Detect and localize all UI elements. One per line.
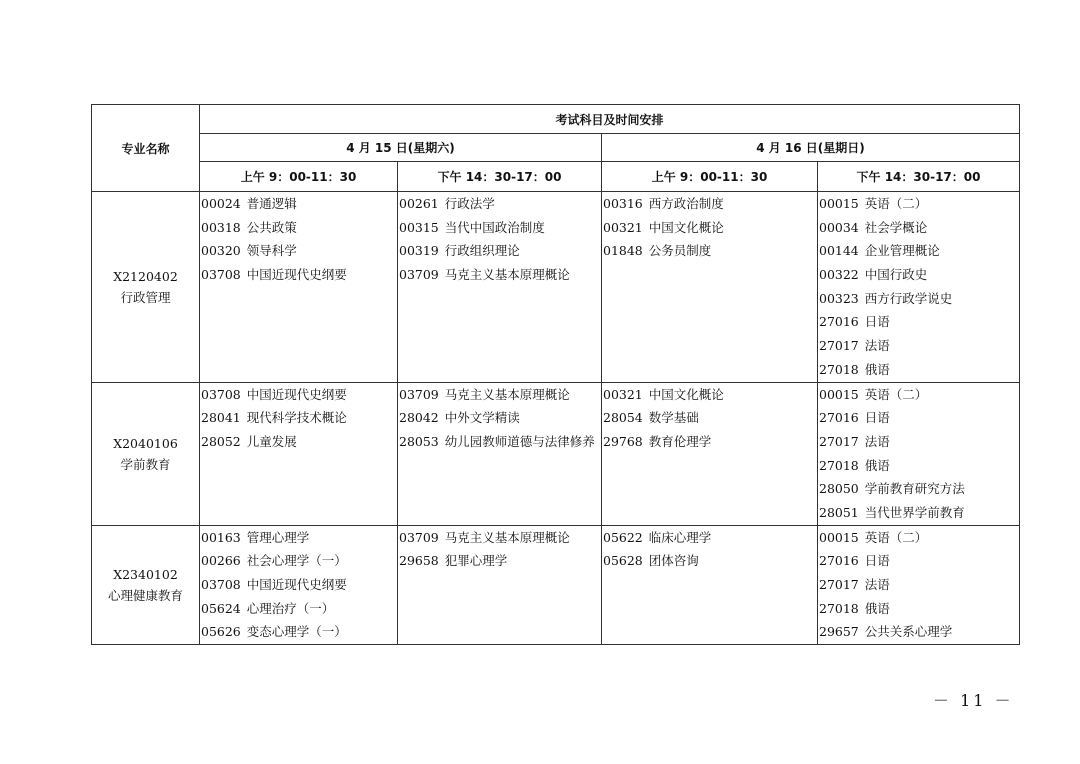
course-item [818, 216, 1019, 240]
major-row [92, 382, 1020, 525]
course-name: 法语 [864, 433, 890, 449]
header-row-sessions [92, 162, 1020, 192]
course-item [818, 526, 1019, 550]
course-item [200, 549, 397, 573]
course-name: 心理治疗（一） [246, 600, 335, 616]
course-name: 马克主义基本原理概论 [444, 529, 570, 545]
course-code: 03708 [201, 267, 241, 283]
course-name: 中国文化概论 [648, 386, 724, 402]
course-code: 00266 [201, 553, 241, 569]
course-code: 05628 [603, 553, 643, 569]
course-code: 29768 [603, 433, 643, 449]
course-item [602, 549, 817, 573]
course-code: 00015 [819, 529, 859, 545]
course-name: 管理心理学 [246, 529, 310, 545]
course-name: 俄语 [864, 457, 890, 473]
session-cell [398, 525, 602, 644]
course-item [200, 216, 397, 240]
major-cell [92, 382, 200, 525]
course-item [398, 549, 601, 573]
course-code: 28053 [399, 433, 439, 449]
course-item [398, 216, 601, 240]
course-name: 普通逻辑 [246, 196, 297, 211]
course-name: 西方政治制度 [648, 196, 724, 211]
course-item [602, 406, 817, 430]
course-name: 中国文化概论 [648, 219, 724, 235]
course-item [398, 526, 601, 550]
course-name: 日语 [864, 314, 890, 330]
course-code: 28052 [201, 433, 241, 449]
course-name: 马克主义基本原理概论 [444, 386, 570, 402]
session-cell [818, 382, 1020, 525]
course-name: 日语 [864, 410, 890, 426]
course-name: 企业管理概论 [864, 243, 940, 259]
course-code: 00316 [603, 196, 643, 211]
major-title: 学前教育 [120, 456, 171, 472]
course-code: 00261 [399, 196, 439, 211]
course-code: 28041 [201, 410, 241, 426]
session-cell [398, 382, 602, 525]
course-item [200, 406, 397, 430]
course-code: 00320 [201, 243, 241, 259]
course-name: 中国行政史 [864, 267, 928, 283]
course-code: 29658 [399, 553, 439, 569]
course-item [818, 287, 1019, 311]
course-code: 03708 [201, 386, 241, 402]
course-item [602, 430, 817, 454]
course-code: 28042 [399, 410, 439, 426]
course-code: 28051 [819, 504, 859, 520]
course-code: 27016 [819, 314, 859, 330]
course-code: 27017 [819, 433, 859, 449]
course-code: 00034 [819, 219, 859, 235]
course-code: 00144 [819, 243, 859, 259]
course-item [818, 573, 1019, 597]
course-item [818, 406, 1019, 430]
course-name: 中国近现代史纲要 [246, 577, 347, 592]
course-name: 公共政策 [246, 219, 297, 235]
course-item [818, 334, 1019, 358]
course-name: 当代世界学前教育 [864, 504, 965, 520]
course-code: 29657 [819, 624, 859, 640]
course-name: 学前教育研究方法 [864, 481, 965, 497]
course-code: 05622 [603, 529, 643, 545]
course-code: 27017 [819, 577, 859, 592]
course-name: 日语 [864, 553, 890, 569]
course-name: 社会学概论 [864, 219, 928, 235]
course-name: 现代科学技术概论 [246, 410, 347, 426]
course-code: 27018 [819, 457, 859, 473]
course-code: 28050 [819, 481, 859, 497]
course-item [818, 454, 1019, 478]
course-item [602, 192, 817, 216]
major-code: X2340102 [113, 566, 178, 582]
course-code: 05624 [201, 600, 241, 616]
course-code: 00015 [819, 386, 859, 402]
exam-schedule-table [91, 104, 1020, 645]
major-rows [92, 192, 1020, 645]
course-item [602, 216, 817, 240]
session-cell [602, 525, 818, 644]
course-item [818, 310, 1019, 334]
course-item [200, 573, 397, 597]
course-name: 儿童发展 [246, 433, 297, 449]
date-header-2: 4 月 16 日(星期日) [602, 134, 1020, 162]
course-code: 27017 [819, 338, 859, 354]
session-cell [818, 192, 1020, 383]
course-item [398, 430, 601, 454]
course-item [818, 501, 1019, 525]
course-item [200, 239, 397, 263]
schedule-title-header: 考试科目及时间安排 [200, 105, 1020, 134]
course-item [398, 383, 601, 407]
course-code: 00318 [201, 219, 241, 235]
course-name: 中国近现代史纲要 [246, 386, 347, 402]
course-code: 27018 [819, 600, 859, 616]
course-code: 28054 [603, 410, 643, 426]
course-name: 临床心理学 [648, 529, 712, 545]
session-header-4: 下午 14：30-17：00 [818, 162, 1020, 192]
major-row [92, 192, 1020, 383]
course-name: 英语（二） [864, 196, 928, 211]
session-cell [200, 192, 398, 383]
header-row-dates [92, 134, 1020, 162]
course-name: 公务员制度 [648, 243, 712, 259]
major-title: 心理健康教育 [107, 587, 183, 603]
course-item [818, 192, 1019, 216]
course-item [398, 192, 601, 216]
session-cell [398, 192, 602, 383]
course-name: 领导科学 [246, 243, 297, 259]
course-name: 行政法学 [444, 196, 495, 211]
major-code: X2040106 [113, 435, 178, 451]
course-item [398, 239, 601, 263]
course-code: 00322 [819, 267, 859, 283]
course-code: 27016 [819, 410, 859, 426]
course-name: 教育伦理学 [648, 433, 712, 449]
major-name-header: 专业名称 [92, 105, 200, 192]
course-name: 犯罪心理学 [444, 553, 508, 569]
course-item [398, 406, 601, 430]
course-code: 00015 [819, 196, 859, 211]
major-title: 行政管理 [120, 289, 171, 305]
course-code: 00163 [201, 529, 241, 545]
course-item [818, 549, 1019, 573]
course-item [200, 526, 397, 550]
course-code: 00323 [819, 290, 859, 306]
course-code: 03709 [399, 529, 439, 545]
course-name: 马克主义基本原理概论 [444, 267, 570, 283]
course-item [818, 239, 1019, 263]
course-item [818, 597, 1019, 621]
date-header-1: 4 月 15 日(星期六) [200, 134, 602, 162]
course-name: 数学基础 [648, 410, 699, 426]
course-code: 01848 [603, 243, 643, 259]
session-cell [602, 192, 818, 383]
course-item [200, 263, 397, 287]
course-name: 法语 [864, 577, 890, 592]
header-row-title [92, 105, 1020, 134]
session-cell [602, 382, 818, 525]
major-code: X2120402 [113, 268, 178, 284]
course-name: 中国近现代史纲要 [246, 267, 347, 283]
course-code: 00024 [201, 196, 241, 211]
course-item [200, 597, 397, 621]
session-header-3: 上午 9：00-11：30 [602, 162, 818, 192]
course-item [818, 383, 1019, 407]
course-name: 西方行政学说史 [864, 290, 953, 306]
course-name: 社会心理学（一） [246, 553, 347, 569]
course-name: 公共关系心理学 [864, 624, 953, 640]
course-name: 俄语 [864, 361, 890, 377]
course-name: 中外文学精读 [444, 410, 520, 426]
course-item [200, 430, 397, 454]
course-code: 00315 [399, 219, 439, 235]
course-code: 03709 [399, 267, 439, 283]
course-item [602, 526, 817, 550]
course-code: 27018 [819, 361, 859, 377]
course-name: 英语（二） [864, 386, 928, 402]
course-item [602, 239, 817, 263]
course-item [200, 192, 397, 216]
course-item [818, 358, 1019, 382]
page-number: － 11 － [933, 691, 1014, 710]
course-name: 俄语 [864, 600, 890, 616]
course-name: 当代中国政治制度 [444, 219, 545, 235]
course-name: 行政组织理论 [444, 243, 520, 259]
course-code: 27016 [819, 553, 859, 569]
course-item [200, 383, 397, 407]
course-name: 英语（二） [864, 529, 928, 545]
course-name: 幼儿园教师道德与法律修养 [444, 433, 595, 449]
session-header-1: 上午 9：00-11：30 [200, 162, 398, 192]
course-item [818, 620, 1019, 644]
major-cell [92, 192, 200, 383]
session-header-2: 下午 14：30-17：00 [398, 162, 602, 192]
major-cell [92, 525, 200, 644]
course-code: 00321 [603, 386, 643, 402]
course-item [398, 263, 601, 287]
course-code: 03709 [399, 386, 439, 402]
session-cell [818, 525, 1020, 644]
session-cell [200, 382, 398, 525]
session-cell [200, 525, 398, 644]
course-code: 00321 [603, 219, 643, 235]
course-name: 团体咨询 [648, 553, 699, 569]
course-item [818, 430, 1019, 454]
course-code: 00319 [399, 243, 439, 259]
course-item [818, 263, 1019, 287]
course-item [602, 383, 817, 407]
course-code: 03708 [201, 577, 241, 592]
major-row [92, 525, 1020, 644]
course-item [200, 620, 397, 644]
course-item [818, 477, 1019, 501]
course-name: 变态心理学（一） [246, 624, 347, 640]
course-name: 法语 [864, 338, 890, 354]
course-code: 05626 [201, 624, 241, 640]
